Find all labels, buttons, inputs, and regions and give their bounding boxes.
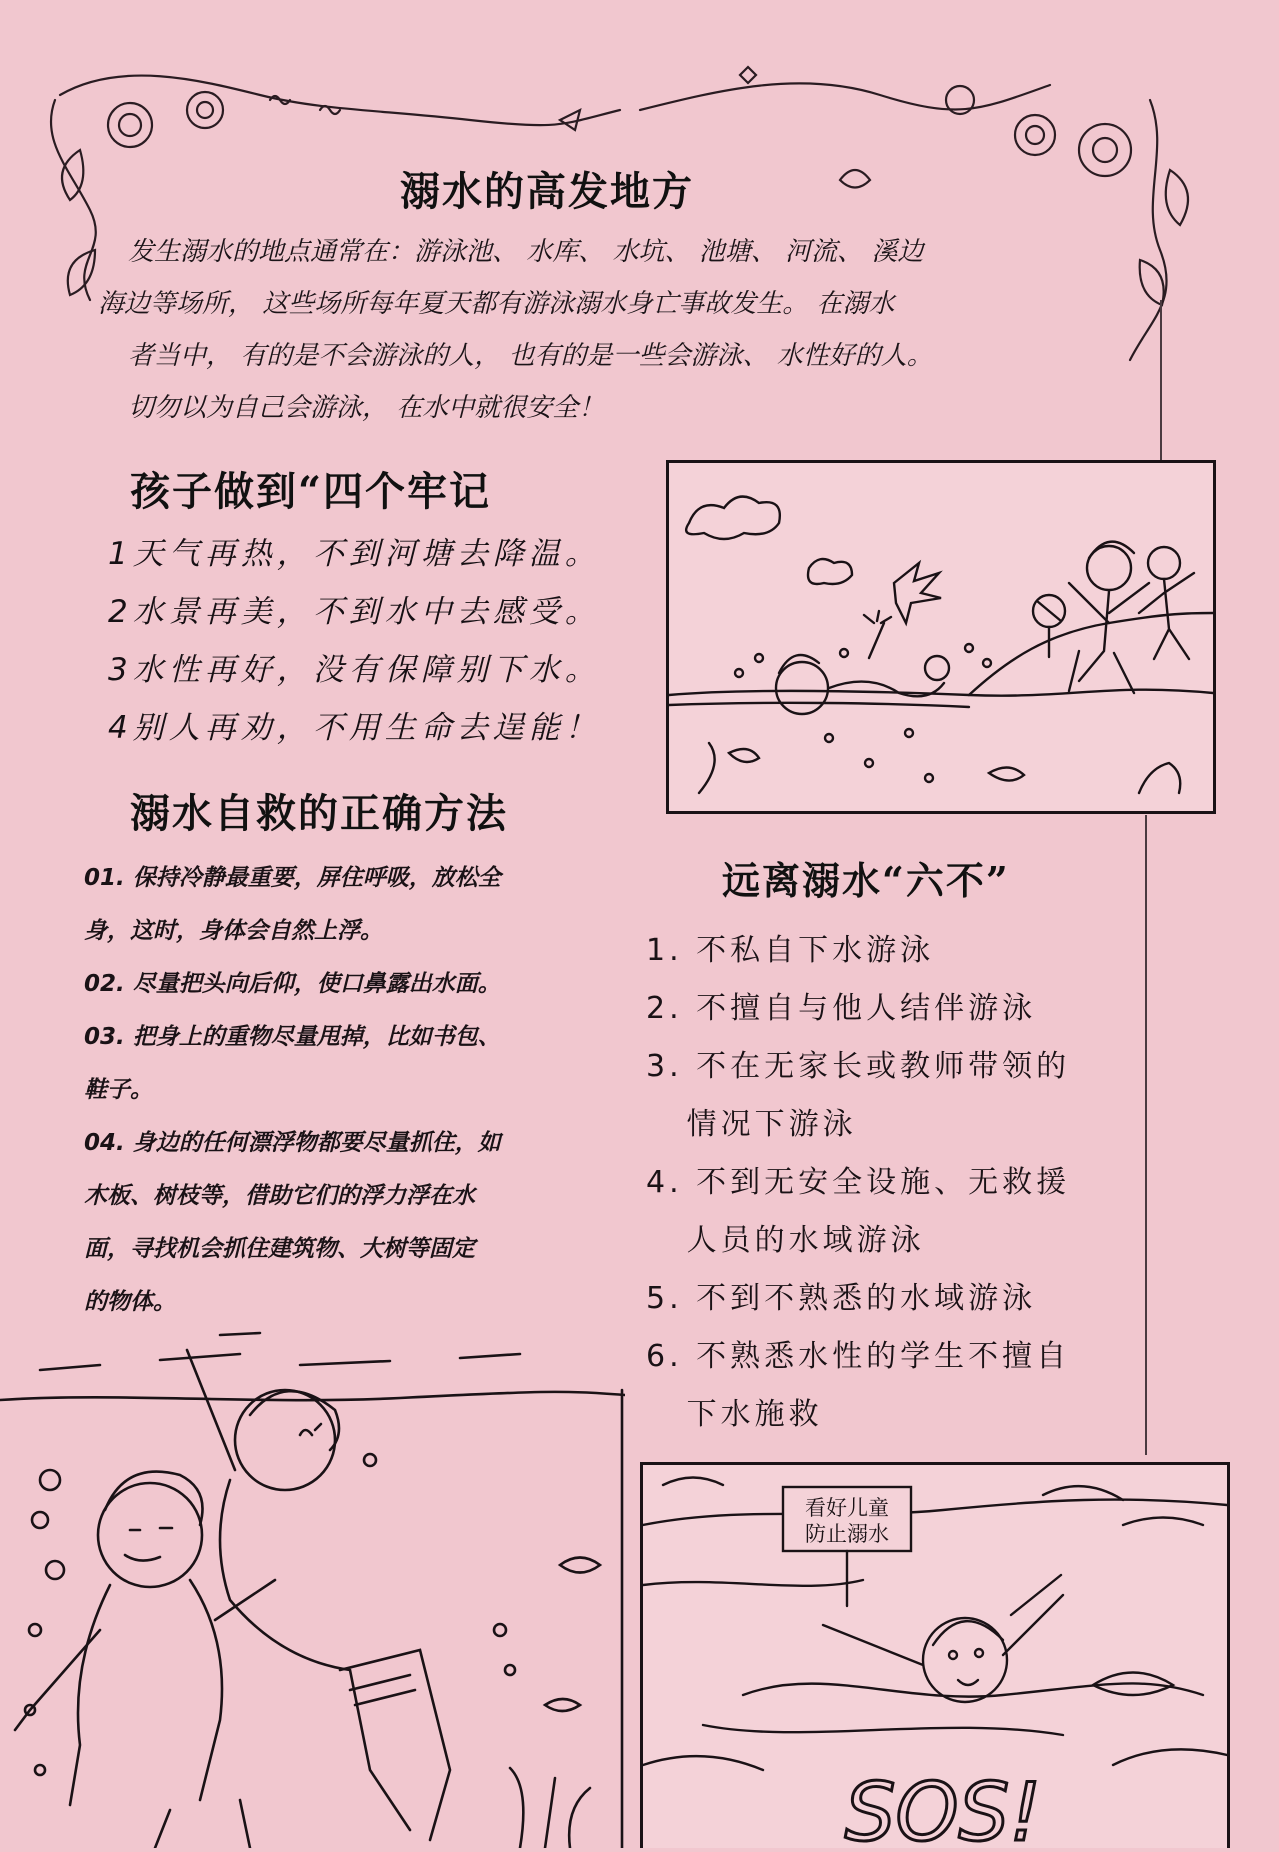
sign-line-2: 防止溺水 (805, 1522, 889, 1546)
six-no-line: 2. 不擅自与他人结伴游泳 (646, 991, 1037, 1026)
six-no-line: 6. 不熟悉水性的学生不擅自 (646, 1339, 1071, 1374)
six-no-line: 3. 不在无家长或教师带领的 (646, 1049, 1071, 1084)
remember-list (108, 528, 601, 760)
remember-item: 4别人再劝，不用生命去逞能！ (108, 710, 601, 746)
remember-item: 3水性再好，没有保障别下水。 (108, 652, 601, 688)
self-rescue-title: 溺水自救的正确方法 (130, 790, 508, 837)
self-rescue-line: 的物体。 (84, 1289, 176, 1315)
sos-text: SOS! (844, 1766, 1042, 1848)
self-rescue-line: 02. 尽量把头向后仰，使口鼻露出水面。 (84, 971, 501, 997)
frame-line-right (1160, 300, 1162, 460)
intro-line: 发生溺水的地点通常在：游泳池、 水库、 水坑、 池塘、 河流、 溪边 (128, 237, 924, 267)
illustration-sos (640, 1462, 1230, 1848)
self-rescue-line: 01. 保持冷静最重要，屏住呼吸，放松全 (84, 865, 501, 891)
remember-item: 1天气再热，不到河塘去降温。 (108, 536, 601, 572)
remember-title: 孩子做到“四个牢记 (130, 468, 492, 515)
six-no-line: 情况下游泳 (646, 1107, 857, 1142)
self-rescue-line: 面，寻找机会抓住建筑物、大树等固定 (84, 1236, 475, 1262)
frame-line-right (1145, 815, 1147, 1455)
self-rescue-line: 身，这时，身体会自然上浮。 (84, 918, 383, 944)
self-rescue-line: 鞋子。 (84, 1077, 153, 1103)
six-no-list (646, 922, 1070, 1444)
six-no-line: 人员的水域游泳 (646, 1223, 925, 1258)
intro-paragraph (98, 226, 1108, 434)
six-no-title: 远离溺水“六不” (722, 858, 1010, 903)
self-rescue-list (84, 852, 501, 1329)
self-rescue-line: 04. 身边的任何漂浮物都要尽量抓住，如 (84, 1130, 501, 1156)
six-no-line: 5. 不到不熟悉的水域游泳 (646, 1281, 1037, 1316)
illustration-swimming (666, 460, 1216, 814)
six-no-line: 4. 不到无安全设施、无救援 (646, 1165, 1071, 1200)
sign-line-1: 看好儿童 (805, 1496, 889, 1520)
page-title: 溺水的高发地方 (400, 168, 694, 215)
self-rescue-line: 木板、树枝等，借助它们的浮力浮在水 (84, 1183, 475, 1209)
remember-item: 2水景再美，不到水中去感受。 (108, 594, 601, 630)
self-rescue-line: 03. 把身上的重物尽量甩掉，比如书包、 (84, 1024, 501, 1050)
six-no-line: 下水施救 (646, 1397, 823, 1432)
six-no-line: 1. 不私自下水游泳 (646, 933, 935, 968)
intro-line: 者当中， 有的是不会游泳的人， 也有的是一些会游泳、 水性好的人。 (128, 341, 933, 371)
intro-line: 切勿以为自己会游泳， 在水中就很安全！ (128, 393, 605, 423)
illustration-rescue (0, 1330, 625, 1848)
intro-line: 海边等场所， 这些场所每年夏天都有游泳溺水身亡事故发生。 在溺水 (98, 289, 895, 319)
